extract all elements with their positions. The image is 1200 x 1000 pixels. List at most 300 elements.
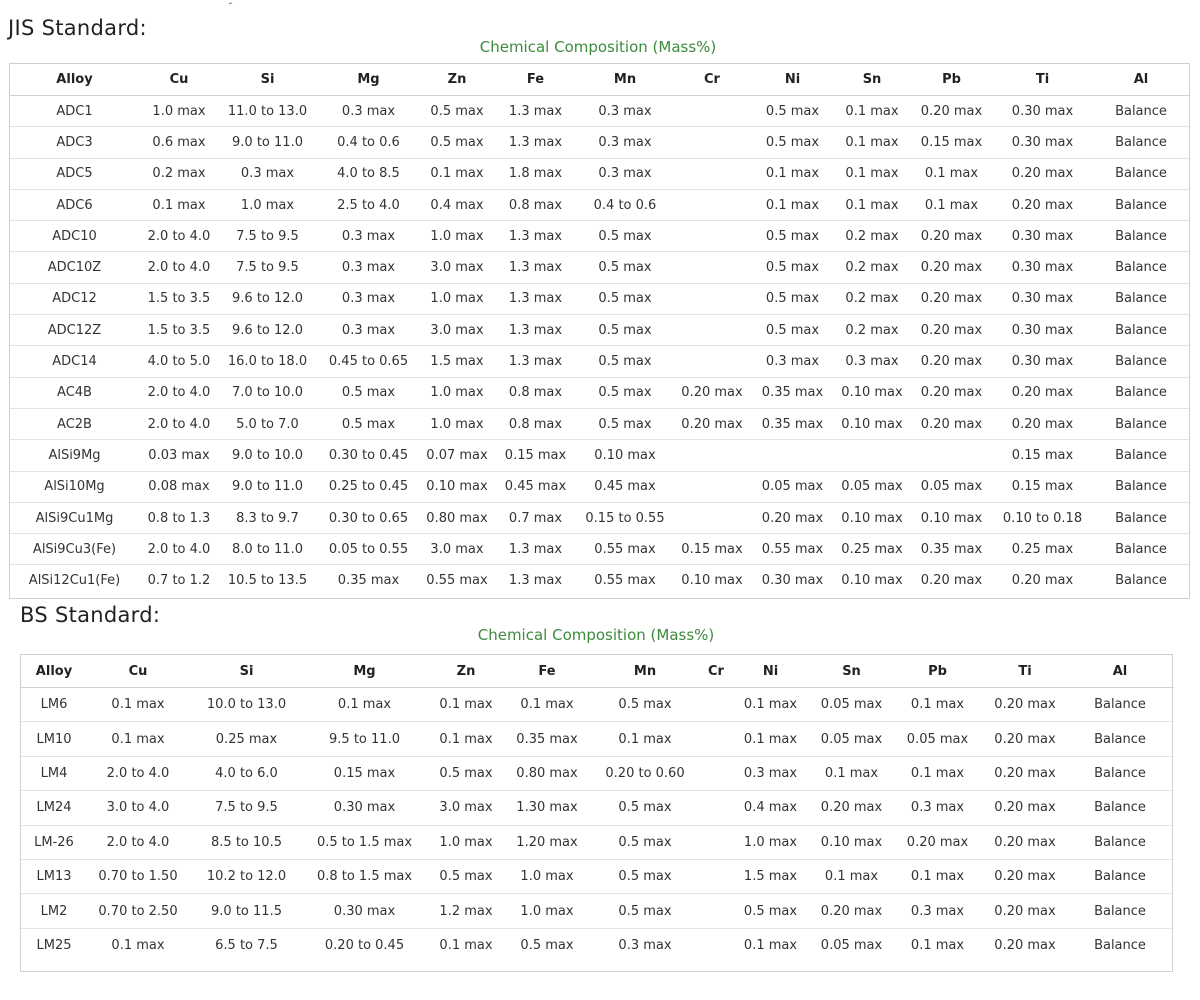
table-cell: Balance <box>1066 928 1174 962</box>
table-cell: 1.0 max <box>421 377 493 408</box>
table-cell: 0.20 max <box>911 346 992 377</box>
table-cell: 0.5 max <box>578 377 672 408</box>
table-cell: 1.3 max <box>493 127 578 158</box>
table-cell: 0.1 max <box>891 859 984 893</box>
table-cell: 0.1 max <box>911 189 992 220</box>
bs-table-container <box>20 654 1173 972</box>
table-cell: 0.30 max <box>992 283 1093 314</box>
table-cell: 0.3 max <box>891 791 984 825</box>
table-cell: 0.20 max <box>984 791 1066 825</box>
table-cell <box>672 221 752 252</box>
table-cell: 0.30 max <box>992 346 1093 377</box>
table-cell <box>672 189 752 220</box>
table-cell: 0.5 max <box>587 791 703 825</box>
table-cell: 10.2 to 12.0 <box>189 859 304 893</box>
table-cell: 0.20 max <box>984 688 1066 722</box>
table-cell: 0.15 max <box>992 471 1093 502</box>
table-cell: AlSi9Cu3(Fe) <box>10 534 139 565</box>
table-cell: Balance <box>1093 346 1189 377</box>
bs-col-header-ti: Ti <box>984 655 1066 688</box>
table-cell: 0.5 max <box>578 283 672 314</box>
bs-col-header-ni: Ni <box>729 655 812 688</box>
bs-caption: Chemical Composition (Mass%) <box>477 626 715 644</box>
table-cell: 4.0 to 6.0 <box>189 756 304 790</box>
table-cell: 0.10 max <box>833 565 911 596</box>
table-cell: 0.3 max <box>752 346 833 377</box>
table-cell: 1.0 max <box>421 221 493 252</box>
table-cell: 0.5 max <box>421 96 493 127</box>
table-row <box>10 346 1189 377</box>
table-cell: Balance <box>1093 315 1189 346</box>
table-cell: 7.5 to 9.5 <box>189 791 304 825</box>
table-cell: 0.8 max <box>493 408 578 439</box>
table-cell <box>703 825 729 859</box>
table-cell: 0.1 max <box>87 928 189 962</box>
table-cell: 0.1 max <box>833 127 911 158</box>
bs-header-row <box>21 655 1174 688</box>
table-cell: LM10 <box>21 722 87 756</box>
table-cell: 0.45 to 0.65 <box>316 346 421 377</box>
table-cell: 7.5 to 9.5 <box>219 221 316 252</box>
table-cell: ADC1 <box>10 96 139 127</box>
table-cell: Balance <box>1093 440 1189 471</box>
table-row <box>10 565 1189 596</box>
table-cell: 2.5 to 4.0 <box>316 189 421 220</box>
table-cell: 2.0 to 4.0 <box>139 221 219 252</box>
table-cell: 0.1 max <box>891 928 984 962</box>
table-cell: 0.20 max <box>984 859 1066 893</box>
table-cell: 0.1 max <box>87 688 189 722</box>
table-cell: 0.5 max <box>752 252 833 283</box>
bs-col-header-mn: Mn <box>587 655 703 688</box>
table-cell <box>703 791 729 825</box>
table-cell: 0.1 max <box>425 722 507 756</box>
table-cell: 0.20 max <box>672 377 752 408</box>
table-cell: 0.1 max <box>425 688 507 722</box>
table-cell: 0.20 max <box>984 756 1066 790</box>
table-cell: 0.5 max <box>578 408 672 439</box>
table-cell: ADC10Z <box>10 252 139 283</box>
bs-col-header-fe: Fe <box>507 655 587 688</box>
table-cell: Balance <box>1066 859 1174 893</box>
jis-table-container <box>9 63 1190 599</box>
table-cell: 0.07 max <box>421 440 493 471</box>
table-cell: 0.1 max <box>729 722 812 756</box>
table-cell: 0.5 max <box>587 894 703 928</box>
table-cell: 3.0 max <box>421 252 493 283</box>
table-cell <box>672 315 752 346</box>
table-cell: 9.6 to 12.0 <box>219 315 316 346</box>
table-cell: 0.3 max <box>578 127 672 158</box>
table-cell: 0.35 max <box>752 408 833 439</box>
table-cell: 0.1 max <box>833 158 911 189</box>
table-cell: 0.20 max <box>992 189 1093 220</box>
table-cell: 0.3 max <box>578 96 672 127</box>
table-cell: 0.1 max <box>891 756 984 790</box>
table-cell <box>911 440 992 471</box>
table-cell: 0.10 to 0.18 <box>992 502 1093 533</box>
table-cell: 0.3 max <box>891 894 984 928</box>
table-cell: 0.5 max <box>587 859 703 893</box>
table-cell: 0.3 max <box>578 158 672 189</box>
table-cell: 0.20 max <box>911 96 992 127</box>
table-cell: 0.80 max <box>421 502 493 533</box>
table-cell: 0.5 max <box>578 315 672 346</box>
bs-section-title: BS Standard: <box>20 603 161 627</box>
table-cell: Balance <box>1093 534 1189 565</box>
table-cell: LM25 <box>21 928 87 962</box>
table-cell: 0.5 max <box>729 894 812 928</box>
table-cell: 0.20 max <box>911 377 992 408</box>
table-cell: 0.20 max <box>984 894 1066 928</box>
table-cell: 2.0 to 4.0 <box>139 408 219 439</box>
table-cell: 1.5 to 3.5 <box>139 283 219 314</box>
table-cell: 0.3 max <box>219 158 316 189</box>
bs-col-header-si: Si <box>189 655 304 688</box>
table-cell: 0.7 max <box>493 502 578 533</box>
table-cell: Balance <box>1093 565 1189 596</box>
table-cell: 0.05 max <box>891 722 984 756</box>
table-cell: 0.20 max <box>911 408 992 439</box>
table-cell: 1.3 max <box>493 565 578 596</box>
table-cell: 0.35 max <box>911 534 992 565</box>
table-cell: 0.5 max <box>578 252 672 283</box>
table-cell: 10.0 to 13.0 <box>189 688 304 722</box>
jis-col-header-cr: Cr <box>672 64 752 96</box>
table-cell: 7.5 to 9.5 <box>219 252 316 283</box>
table-cell: 0.20 max <box>992 158 1093 189</box>
table-cell: 0.03 max <box>139 440 219 471</box>
table-cell: 0.20 max <box>992 408 1093 439</box>
table-cell: 4.0 to 5.0 <box>139 346 219 377</box>
table-cell: 2.0 to 4.0 <box>87 756 189 790</box>
table-row <box>21 859 1174 893</box>
table-cell: 0.30 max <box>304 791 425 825</box>
table-cell: 11.0 to 13.0 <box>219 96 316 127</box>
table-cell: 0.30 max <box>304 894 425 928</box>
table-cell: 0.05 max <box>752 471 833 502</box>
table-cell: 1.3 max <box>493 252 578 283</box>
table-cell: 0.20 to 0.60 <box>587 756 703 790</box>
table-cell <box>703 928 729 962</box>
table-cell: 0.20 max <box>672 408 752 439</box>
table-cell: Balance <box>1093 96 1189 127</box>
table-cell: 0.45 max <box>578 471 672 502</box>
table-cell: 2.0 to 4.0 <box>139 252 219 283</box>
table-cell <box>672 127 752 158</box>
table-cell: Balance <box>1093 283 1189 314</box>
table-cell: 0.5 max <box>578 346 672 377</box>
table-cell: 0.1 max <box>507 688 587 722</box>
table-cell: 4.0 to 8.5 <box>316 158 421 189</box>
table-cell: 9.0 to 11.0 <box>219 127 316 158</box>
table-cell: 0.15 max <box>493 440 578 471</box>
table-cell: 0.20 max <box>984 928 1066 962</box>
table-row <box>10 315 1189 346</box>
table-cell: 0.2 max <box>833 283 911 314</box>
table-cell: 0.25 max <box>833 534 911 565</box>
table-cell: 0.1 max <box>891 688 984 722</box>
table-cell: 0.5 max <box>421 127 493 158</box>
jis-col-header-cu: Cu <box>139 64 219 96</box>
table-cell: 1.0 max <box>421 408 493 439</box>
table-cell: 0.20 max <box>911 283 992 314</box>
table-cell: 1.5 to 3.5 <box>139 315 219 346</box>
table-cell: 0.5 max <box>316 408 421 439</box>
table-cell: 6.5 to 7.5 <box>189 928 304 962</box>
bs-col-header-cu: Cu <box>87 655 189 688</box>
table-cell: Balance <box>1066 825 1174 859</box>
table-cell: 0.25 max <box>992 534 1093 565</box>
jis-col-header-alloy: Alloy <box>10 64 139 96</box>
table-row <box>21 688 1174 722</box>
table-cell: 0.20 max <box>984 825 1066 859</box>
table-cell: 0.8 to 1.3 <box>139 502 219 533</box>
table-cell: 1.0 max <box>425 825 507 859</box>
table-cell: 1.0 max <box>507 894 587 928</box>
table-cell: 0.20 max <box>984 722 1066 756</box>
table-cell: 2.0 to 4.0 <box>87 825 189 859</box>
table-cell: 3.0 max <box>421 534 493 565</box>
bs-col-header-al: Al <box>1066 655 1174 688</box>
table-row <box>10 189 1189 220</box>
table-row <box>10 408 1189 439</box>
table-cell: 0.05 max <box>833 471 911 502</box>
table-cell: 0.20 max <box>812 791 891 825</box>
table-cell: 0.3 max <box>316 96 421 127</box>
table-cell: 9.6 to 12.0 <box>219 283 316 314</box>
table-row <box>10 252 1189 283</box>
table-cell: 0.20 max <box>891 825 984 859</box>
table-cell: 0.10 max <box>421 471 493 502</box>
table-cell: 0.10 max <box>672 565 752 596</box>
table-cell: 9.5 to 11.0 <box>304 722 425 756</box>
table-cell: LM-26 <box>21 825 87 859</box>
table-cell: ADC12Z <box>10 315 139 346</box>
table-cell: 0.20 max <box>911 252 992 283</box>
table-cell <box>672 283 752 314</box>
table-cell: Balance <box>1093 158 1189 189</box>
table-cell: 0.8 to 1.5 max <box>304 859 425 893</box>
table-cell: 0.1 max <box>421 158 493 189</box>
table-cell: 0.5 max <box>752 127 833 158</box>
table-cell: 0.3 max <box>316 221 421 252</box>
bs-col-header-pb: Pb <box>891 655 984 688</box>
table-cell: 3.0 to 4.0 <box>87 791 189 825</box>
table-cell: 0.08 max <box>139 471 219 502</box>
jis-composition-table <box>10 64 1189 596</box>
table-cell: 0.15 max <box>672 534 752 565</box>
jis-col-header-al: Al <box>1093 64 1189 96</box>
table-cell: 0.1 max <box>752 158 833 189</box>
table-cell: 0.30 max <box>992 252 1093 283</box>
table-cell: 0.30 max <box>992 315 1093 346</box>
table-cell: 0.35 max <box>507 722 587 756</box>
table-cell: Balance <box>1066 756 1174 790</box>
table-cell <box>672 471 752 502</box>
table-cell: 0.5 max <box>425 859 507 893</box>
table-cell <box>752 440 833 471</box>
table-cell: 1.3 max <box>493 221 578 252</box>
table-cell: 0.10 max <box>833 502 911 533</box>
table-cell: 1.2 max <box>425 894 507 928</box>
table-cell: ADC3 <box>10 127 139 158</box>
jis-caption: Chemical Composition (Mass%) <box>479 38 717 56</box>
table-cell: 0.5 to 1.5 max <box>304 825 425 859</box>
table-row <box>21 825 1174 859</box>
table-cell: 1.3 max <box>493 283 578 314</box>
table-cell: 0.10 max <box>812 825 891 859</box>
table-cell: 0.05 max <box>812 928 891 962</box>
table-cell: 0.3 max <box>587 928 703 962</box>
table-cell: 0.55 max <box>578 565 672 596</box>
jis-col-header-ti: Ti <box>992 64 1093 96</box>
table-cell: 0.70 to 1.50 <box>87 859 189 893</box>
table-cell: 9.0 to 10.0 <box>219 440 316 471</box>
table-cell: 0.2 max <box>139 158 219 189</box>
table-cell: 0.15 max <box>911 127 992 158</box>
table-cell: LM2 <box>21 894 87 928</box>
table-cell: Balance <box>1066 688 1174 722</box>
table-cell: 0.25 to 0.45 <box>316 471 421 502</box>
table-cell: 0.5 max <box>587 825 703 859</box>
table-cell: 0.10 max <box>833 408 911 439</box>
table-cell: 0.30 max <box>992 96 1093 127</box>
table-row <box>10 221 1189 252</box>
table-cell: 1.3 max <box>493 534 578 565</box>
table-cell: Balance <box>1093 502 1189 533</box>
table-cell: 0.05 max <box>911 471 992 502</box>
jis-col-header-fe: Fe <box>493 64 578 96</box>
table-cell: 1.5 max <box>421 346 493 377</box>
jis-col-header-mg: Mg <box>316 64 421 96</box>
table-cell: 1.0 max <box>507 859 587 893</box>
table-row <box>21 894 1174 928</box>
table-cell: 0.3 max <box>316 252 421 283</box>
table-cell: 0.45 max <box>493 471 578 502</box>
table-cell: ADC6 <box>10 189 139 220</box>
bs-composition-table <box>21 655 1174 962</box>
table-row <box>10 283 1189 314</box>
bs-col-header-cr: Cr <box>703 655 729 688</box>
table-row <box>10 127 1189 158</box>
bs-col-header-zn: Zn <box>425 655 507 688</box>
table-cell <box>672 158 752 189</box>
table-cell: 0.20 max <box>992 377 1093 408</box>
table-cell: 7.0 to 10.0 <box>219 377 316 408</box>
table-cell: 1.8 max <box>493 158 578 189</box>
table-cell: 0.05 max <box>812 722 891 756</box>
table-cell <box>672 440 752 471</box>
table-row <box>21 722 1174 756</box>
table-cell: 0.1 max <box>304 688 425 722</box>
jis-section-title: JIS Standard: <box>8 16 147 40</box>
table-cell: 8.0 to 11.0 <box>219 534 316 565</box>
table-cell: 0.20 max <box>812 894 891 928</box>
jis-col-header-ni: Ni <box>752 64 833 96</box>
table-cell <box>703 756 729 790</box>
table-cell: 0.10 max <box>833 377 911 408</box>
table-cell: 0.5 max <box>752 221 833 252</box>
table-cell: Balance <box>1093 471 1189 502</box>
table-cell: 0.1 max <box>87 722 189 756</box>
table-cell: LM6 <box>21 688 87 722</box>
table-cell: Balance <box>1093 377 1189 408</box>
table-cell: ADC5 <box>10 158 139 189</box>
table-cell: 0.1 max <box>425 928 507 962</box>
table-cell: AlSi9Cu1Mg <box>10 502 139 533</box>
table-cell: 3.0 max <box>425 791 507 825</box>
jis-header-row <box>10 64 1189 96</box>
table-cell: 2.0 to 4.0 <box>139 534 219 565</box>
table-cell: 0.1 max <box>139 189 219 220</box>
table-cell: 0.2 max <box>833 252 911 283</box>
table-cell: 9.0 to 11.5 <box>189 894 304 928</box>
table-cell: 0.20 to 0.45 <box>304 928 425 962</box>
table-cell: 0.15 to 0.55 <box>578 502 672 533</box>
table-cell: 2.0 to 4.0 <box>139 377 219 408</box>
table-cell: 16.0 to 18.0 <box>219 346 316 377</box>
table-cell: 0.8 max <box>493 377 578 408</box>
bs-col-header-alloy: Alloy <box>21 655 87 688</box>
table-cell: 0.5 max <box>587 688 703 722</box>
table-cell: Balance <box>1093 252 1189 283</box>
table-cell: AC2B <box>10 408 139 439</box>
table-cell: 0.80 max <box>507 756 587 790</box>
table-row <box>21 928 1174 962</box>
table-cell: AlSi9Mg <box>10 440 139 471</box>
table-cell: 0.8 max <box>493 189 578 220</box>
table-cell: LM4 <box>21 756 87 790</box>
table-cell: 0.05 to 0.55 <box>316 534 421 565</box>
table-cell: 0.1 max <box>812 756 891 790</box>
table-cell: 0.5 max <box>578 221 672 252</box>
table-cell <box>703 688 729 722</box>
table-cell: 0.30 max <box>992 221 1093 252</box>
table-row <box>21 791 1174 825</box>
table-cell: 1.0 max <box>729 825 812 859</box>
table-cell: 0.20 max <box>911 565 992 596</box>
table-cell: 0.55 max <box>578 534 672 565</box>
table-cell: 0.05 max <box>812 688 891 722</box>
table-cell: ADC10 <box>10 221 139 252</box>
table-cell: 0.2 max <box>833 221 911 252</box>
table-cell: 0.1 max <box>587 722 703 756</box>
table-cell: 1.20 max <box>507 825 587 859</box>
table-cell: 3.0 max <box>421 315 493 346</box>
table-row <box>10 471 1189 502</box>
table-cell: 0.10 max <box>578 440 672 471</box>
table-row <box>10 440 1189 471</box>
table-cell: 1.0 max <box>421 283 493 314</box>
table-cell: 1.3 max <box>493 96 578 127</box>
table-cell: 0.6 max <box>139 127 219 158</box>
table-cell: 0.35 max <box>752 377 833 408</box>
table-row <box>10 377 1189 408</box>
bs-col-header-mg: Mg <box>304 655 425 688</box>
table-cell: 0.20 max <box>911 315 992 346</box>
table-cell: 0.15 max <box>992 440 1093 471</box>
table-cell: 0.1 max <box>812 859 891 893</box>
table-cell: 1.5 max <box>729 859 812 893</box>
table-cell: 0.4 to 0.6 <box>578 189 672 220</box>
table-cell: 0.1 max <box>833 189 911 220</box>
table-cell: 0.20 max <box>752 502 833 533</box>
table-cell: 0.1 max <box>911 158 992 189</box>
table-cell: 0.30 to 0.45 <box>316 440 421 471</box>
table-cell: 0.55 max <box>421 565 493 596</box>
table-cell: 0.30 to 0.65 <box>316 502 421 533</box>
